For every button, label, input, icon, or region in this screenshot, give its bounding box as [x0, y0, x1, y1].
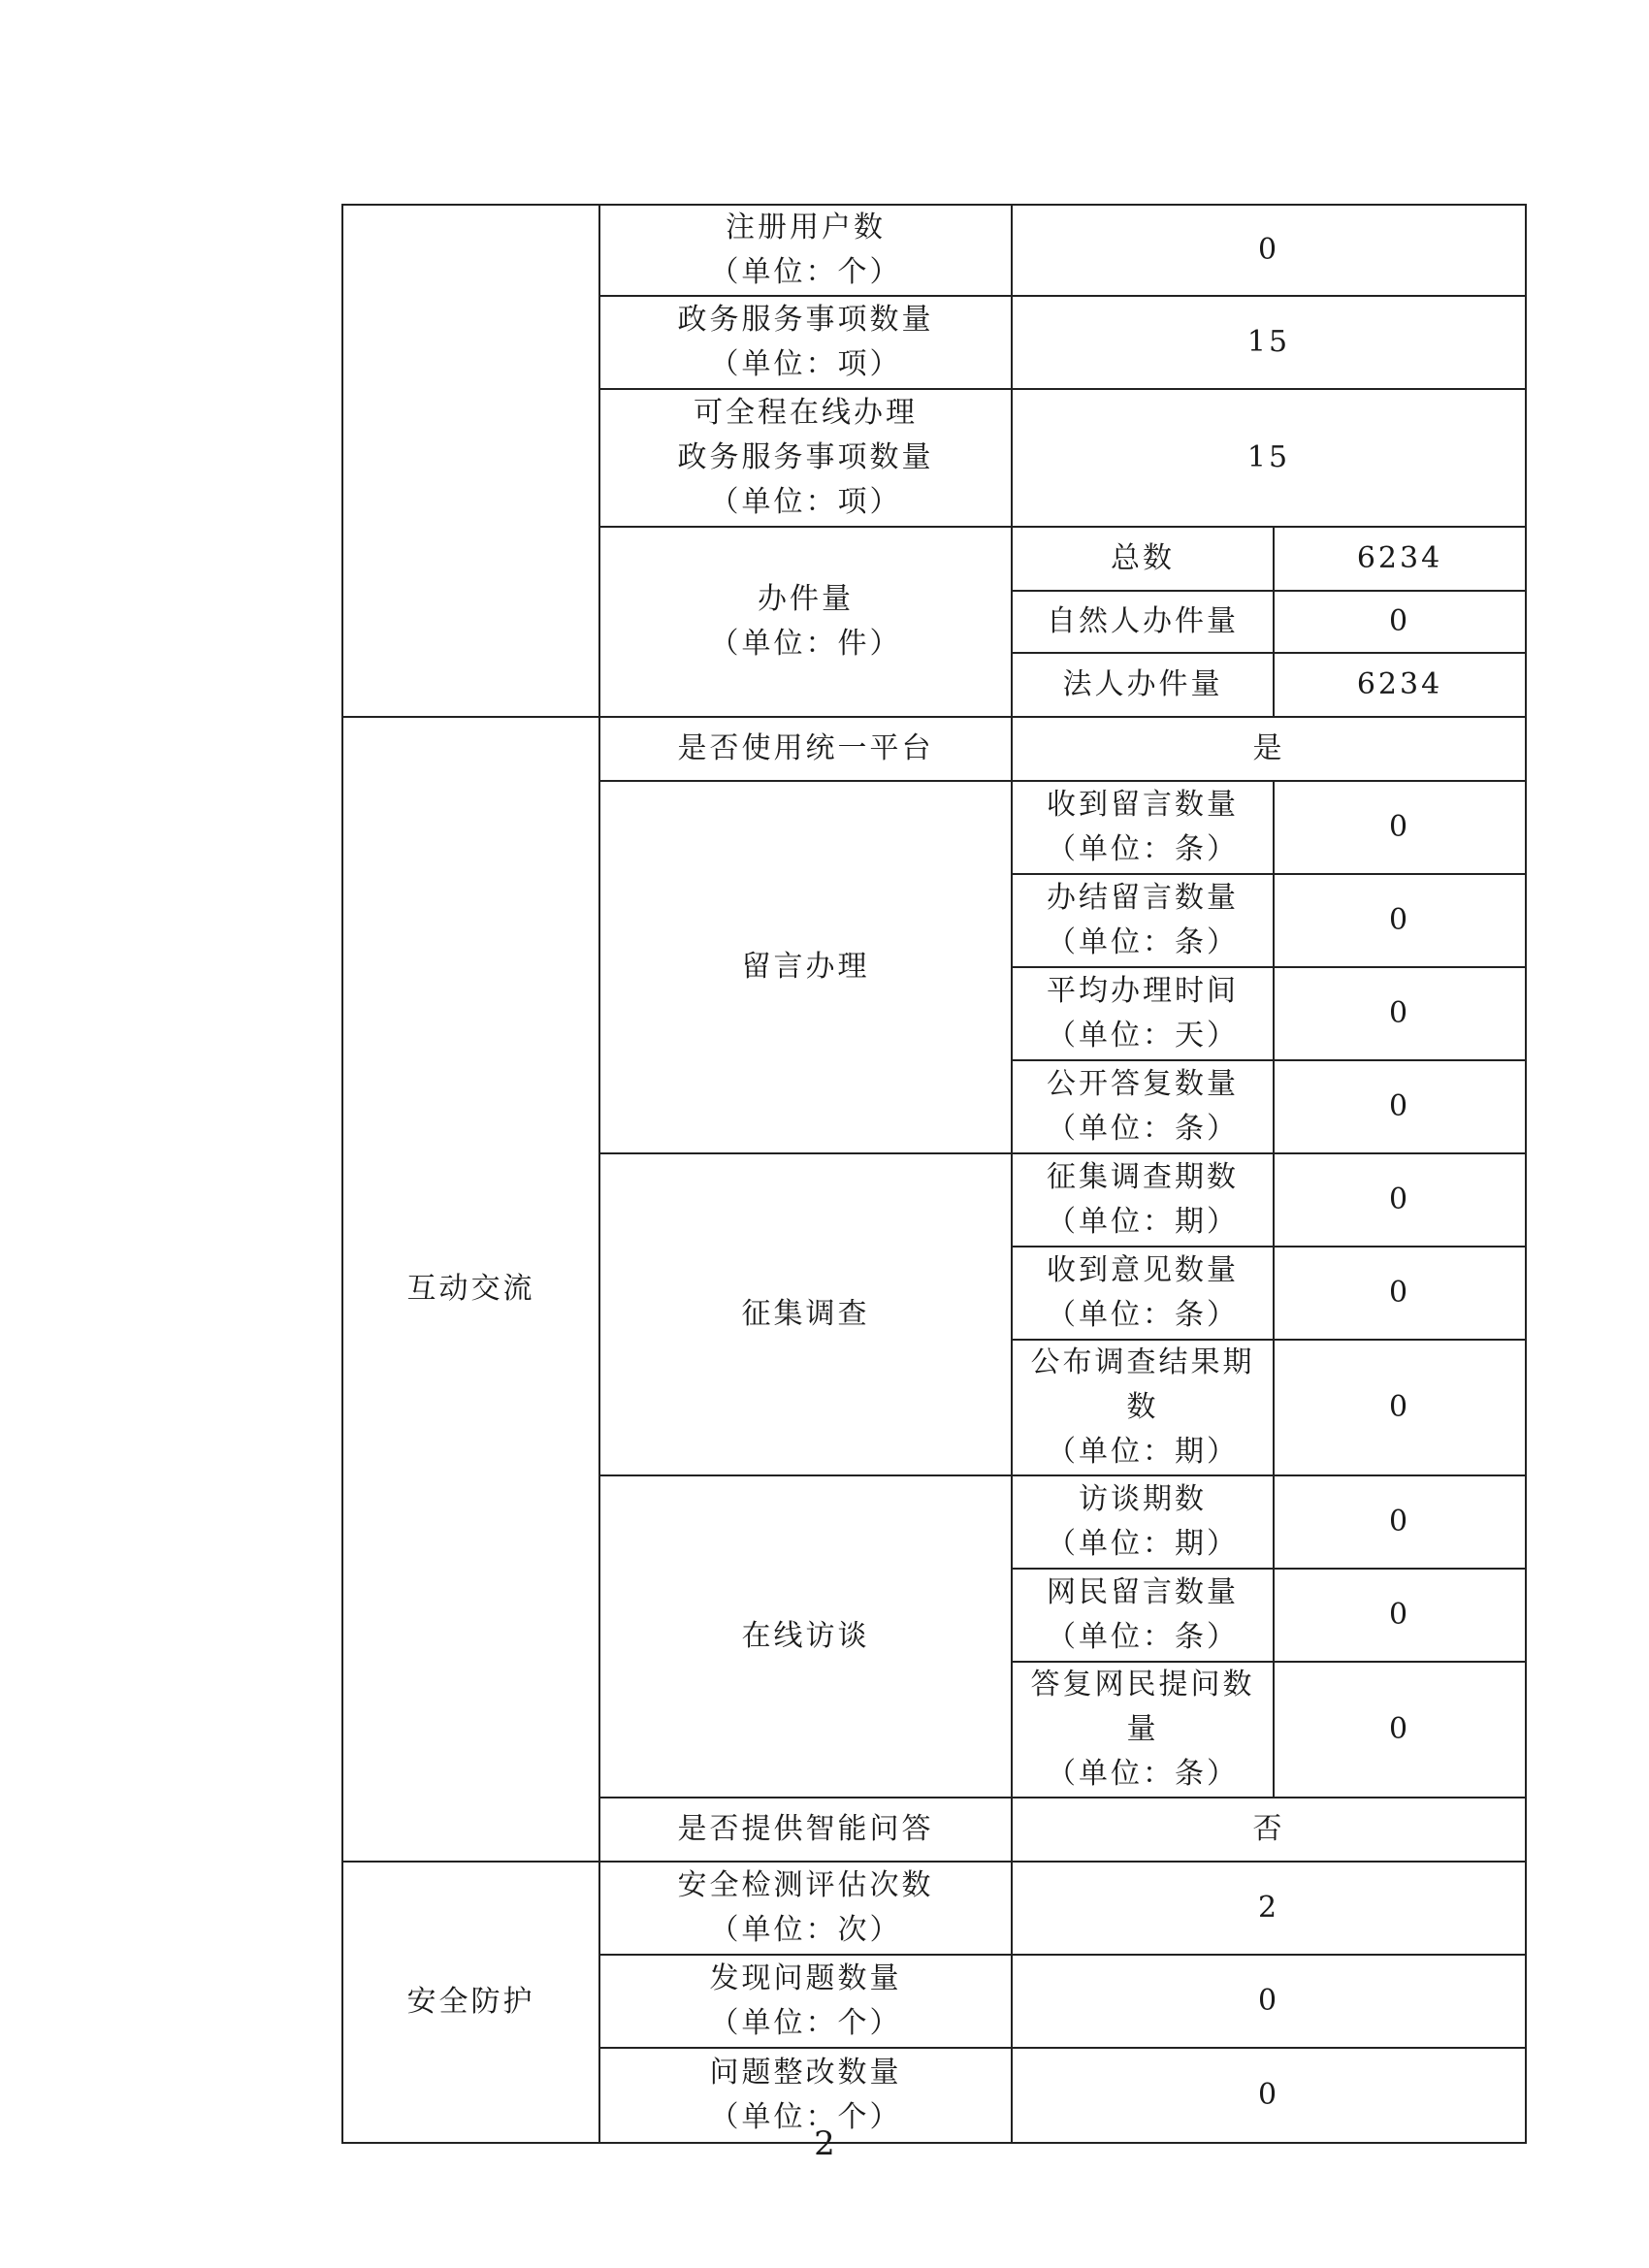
item-value: 0	[1274, 1662, 1526, 1798]
row-label-online-service-items: 可全程在线办理 政务服务事项数量 （单位：项）	[599, 389, 1012, 527]
value-service-items: 15	[1012, 296, 1526, 389]
sub-label-total: 总数	[1012, 527, 1274, 591]
value-natural-person: 0	[1274, 591, 1526, 653]
item-value: 0	[1274, 1153, 1526, 1247]
value-legal-person: 6234	[1274, 653, 1526, 717]
item-label: 访谈期数 （单位：期）	[1012, 1475, 1274, 1569]
value-total: 6234	[1274, 527, 1526, 591]
table-row	[342, 205, 1526, 296]
item-value: 0	[1274, 874, 1526, 967]
section-label-security: 安全防护	[342, 1862, 599, 2143]
item-label: 收到留言数量 （单位：条）	[1012, 781, 1274, 874]
item-value: 0	[1274, 967, 1526, 1060]
item-label: 收到意见数量 （单位：条）	[1012, 1247, 1274, 1340]
item-label: 公布调查结果期数 （单位：期）	[1012, 1340, 1274, 1475]
item-value: 2	[1012, 1862, 1526, 1955]
item-label: 平均办理时间 （单位：天）	[1012, 967, 1274, 1060]
group-label-survey: 征集调查	[599, 1153, 1012, 1475]
row-label-smart-qa: 是否提供智能问答	[599, 1798, 1012, 1862]
item-label: 安全检测评估次数 （单位：次）	[599, 1862, 1012, 1955]
item-value: 0	[1274, 1247, 1526, 1340]
table-row	[342, 717, 1526, 781]
item-label: 办结留言数量 （单位：条）	[1012, 874, 1274, 967]
page-number: 2	[814, 2124, 835, 2163]
item-value: 0	[1274, 1060, 1526, 1153]
value-registered-users: 0	[1012, 205, 1526, 296]
row-label-registered-users: 注册用户数 （单位：个）	[599, 205, 1012, 296]
sub-label-natural-person: 自然人办件量	[1012, 591, 1274, 653]
item-label: 问题整改数量 （单位：个）	[599, 2048, 1012, 2143]
group-label-messages: 留言办理	[599, 781, 1012, 1153]
item-label: 发现问题数量 （单位：个）	[599, 1955, 1012, 2048]
item-label: 公开答复数量 （单位：条）	[1012, 1060, 1274, 1153]
item-value: 0	[1274, 1340, 1526, 1475]
item-value: 0	[1012, 2048, 1526, 2143]
section-label-interaction: 互动交流	[342, 717, 599, 1862]
value-unified-platform: 是	[1012, 717, 1526, 781]
sub-label-legal-person: 法人办件量	[1012, 653, 1274, 717]
row-label-cases: 办件量 （单位：件）	[599, 527, 1012, 717]
row-label-unified-platform: 是否使用统一平台	[599, 717, 1012, 781]
item-label: 征集调查期数 （单位：期）	[1012, 1153, 1274, 1247]
item-value: 0	[1274, 781, 1526, 874]
statistics-table	[341, 204, 1527, 2144]
group-label-interview: 在线访谈	[599, 1475, 1012, 1798]
value-smart-qa: 否	[1012, 1798, 1526, 1862]
item-label: 网民留言数量 （单位：条）	[1012, 1569, 1274, 1662]
section-cell-service	[342, 205, 599, 717]
row-label-service-items: 政务服务事项数量 （单位：项）	[599, 296, 1012, 389]
item-value: 0	[1274, 1475, 1526, 1569]
item-value: 0	[1012, 1955, 1526, 2048]
value-online-service-items: 15	[1012, 389, 1526, 527]
item-value: 0	[1274, 1569, 1526, 1662]
table-row	[342, 1862, 1526, 1955]
item-label: 答复网民提问数量 （单位：条）	[1012, 1662, 1274, 1798]
